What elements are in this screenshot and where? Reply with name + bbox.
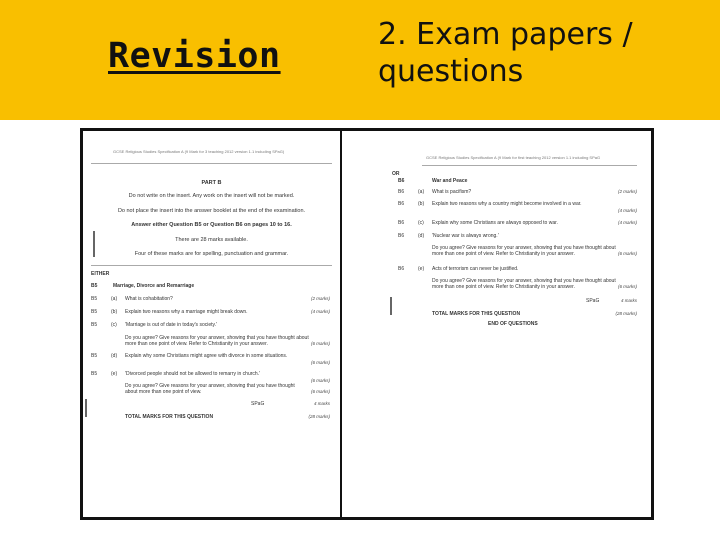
question-text: Do you agree? Give reasons for your answer, showing that you have thought bbox=[125, 383, 295, 389]
question-text: about more than one point of view. bbox=[125, 389, 202, 395]
question-marks: (6 marks) bbox=[311, 389, 330, 394]
margin-bar bbox=[85, 399, 87, 417]
question-marks: (6 marks) bbox=[311, 341, 330, 346]
total-marks: (28 marks) bbox=[308, 414, 330, 419]
question-number: B6 bbox=[398, 220, 405, 226]
question-marks: (2 marks) bbox=[311, 296, 330, 301]
revision-title: Revision bbox=[108, 36, 281, 76]
question-text: What is pacifism? bbox=[432, 189, 472, 195]
subtitle-line-1: 2. Exam papers / bbox=[378, 17, 633, 52]
either-label: EITHER bbox=[91, 271, 110, 277]
question-text: more than one point of view. Refer to Christianity in your answer. bbox=[125, 341, 268, 347]
subtitle-line-2: questions bbox=[378, 54, 524, 89]
question-number: B5 bbox=[91, 353, 98, 359]
title-banner bbox=[0, 0, 720, 120]
question-part: (a) bbox=[418, 189, 425, 195]
question-text: Do you agree? Give reasons for your answer, showing that you have thought about bbox=[432, 245, 616, 251]
question-number: B6 bbox=[398, 201, 405, 207]
topic-title: War and Peace bbox=[432, 178, 468, 184]
question-marks: (2 marks) bbox=[618, 189, 637, 194]
total-label: TOTAL MARKS FOR THIS QUESTION bbox=[125, 414, 214, 420]
question-text: Explain why some Christians are always opposed to war. bbox=[432, 220, 558, 226]
question-part: (c) bbox=[111, 322, 117, 328]
question-text: Explain two reasons why a marriage might break down. bbox=[125, 309, 248, 315]
question-part: (d) bbox=[418, 233, 425, 239]
topic-number: B5 bbox=[91, 283, 98, 289]
question-marks: (6 marks) bbox=[618, 251, 637, 256]
question-part: (c) bbox=[418, 220, 424, 226]
question-number: B6 bbox=[398, 266, 405, 272]
question-number: B5 bbox=[91, 309, 98, 315]
divider bbox=[91, 163, 332, 164]
question-marks: (4 marks) bbox=[618, 220, 637, 225]
instruction-5: Four of these marks are for spelling, punctuation and grammar. bbox=[134, 251, 289, 257]
spag-marks: 4 marks bbox=[313, 401, 330, 406]
spag-label: SPaG bbox=[251, 401, 265, 407]
question-part: (b) bbox=[111, 309, 118, 315]
question-text: more than one point of view. Refer to Christianity in your answer. bbox=[432, 284, 575, 290]
question-text: more than one point of view. Refer to Christianity in your answer. bbox=[432, 251, 575, 257]
question-number: B6 bbox=[398, 233, 405, 239]
part-heading: PART B bbox=[201, 180, 222, 186]
topic-number: B6 bbox=[398, 178, 405, 184]
question-number: B6 bbox=[398, 189, 405, 195]
question-text: Explain why some Christians might agree with divorce in some situations. bbox=[125, 353, 288, 359]
question-marks: (6 marks) bbox=[618, 284, 637, 289]
question-part: (a) bbox=[111, 296, 118, 302]
question-text: Explain two reasons why a country might become involved in a war. bbox=[432, 201, 582, 207]
question-text: 'Nuclear war is always wrong.' bbox=[432, 233, 499, 239]
question-part: (e) bbox=[418, 266, 425, 272]
question-marks: (4 marks) bbox=[618, 208, 637, 213]
question-number: B5 bbox=[91, 371, 98, 377]
margin-bar bbox=[390, 297, 392, 315]
divider bbox=[422, 165, 637, 166]
spec-header: GCSE Religious Studies Specification A (9 Mark for first teaching 2012 version 1.1 including SPaG bbox=[426, 155, 601, 160]
question-marks: (6 marks) bbox=[311, 378, 330, 383]
instruction-3: Answer either Question B5 or Question B6 on pages 10 to 16. bbox=[131, 222, 292, 228]
question-text: What is cohabitation? bbox=[125, 296, 173, 302]
exam-paper-right bbox=[340, 128, 654, 520]
spag-marks: 4 marks bbox=[620, 298, 637, 303]
exam-paper-left bbox=[80, 128, 342, 520]
instruction-4: There are 28 marks available. bbox=[175, 237, 248, 243]
question-part: (d) bbox=[111, 353, 118, 359]
question-text: Do you agree? Give reasons for your answer, showing that you have thought about bbox=[125, 335, 309, 341]
question-part: (e) bbox=[111, 371, 118, 377]
question-marks: (4 marks) bbox=[311, 309, 330, 314]
slide-subtitle bbox=[378, 16, 708, 90]
question-part: (b) bbox=[418, 201, 425, 207]
question-text: Do you agree? Give reasons for your answer, showing that you have thought about bbox=[432, 278, 616, 284]
question-text: 'Divorced people should not be allowed to remarry in church.' bbox=[125, 371, 261, 377]
question-text: 'Marriage is out of date in today's society.' bbox=[125, 322, 217, 328]
divider bbox=[91, 265, 332, 266]
question-text: Acts of terrorism can never be justified. bbox=[432, 266, 519, 272]
question-number: B5 bbox=[91, 296, 98, 302]
spec-header: GCSE Religious Studies Specification A (9 Mark for 3 teaching 2012 version 1.1 including SPaG) bbox=[113, 149, 285, 154]
end-of-questions: END OF QUESTIONS bbox=[488, 321, 538, 327]
total-label: TOTAL MARKS FOR THIS QUESTION bbox=[432, 311, 521, 317]
spag-label: SPaG bbox=[586, 298, 600, 304]
instruction-1: Do not write on the insert. Any work on the insert will not be marked. bbox=[128, 193, 295, 199]
topic-title: Marriage, Divorce and Remarriage bbox=[113, 283, 195, 289]
total-marks: (28 marks) bbox=[615, 311, 637, 316]
instruction-2: Do not place the insert into the answer booklet at the end of the examination. bbox=[117, 208, 306, 214]
question-marks: (6 marks) bbox=[311, 360, 330, 365]
question-number: B5 bbox=[91, 322, 98, 328]
or-label: OR bbox=[392, 171, 400, 177]
